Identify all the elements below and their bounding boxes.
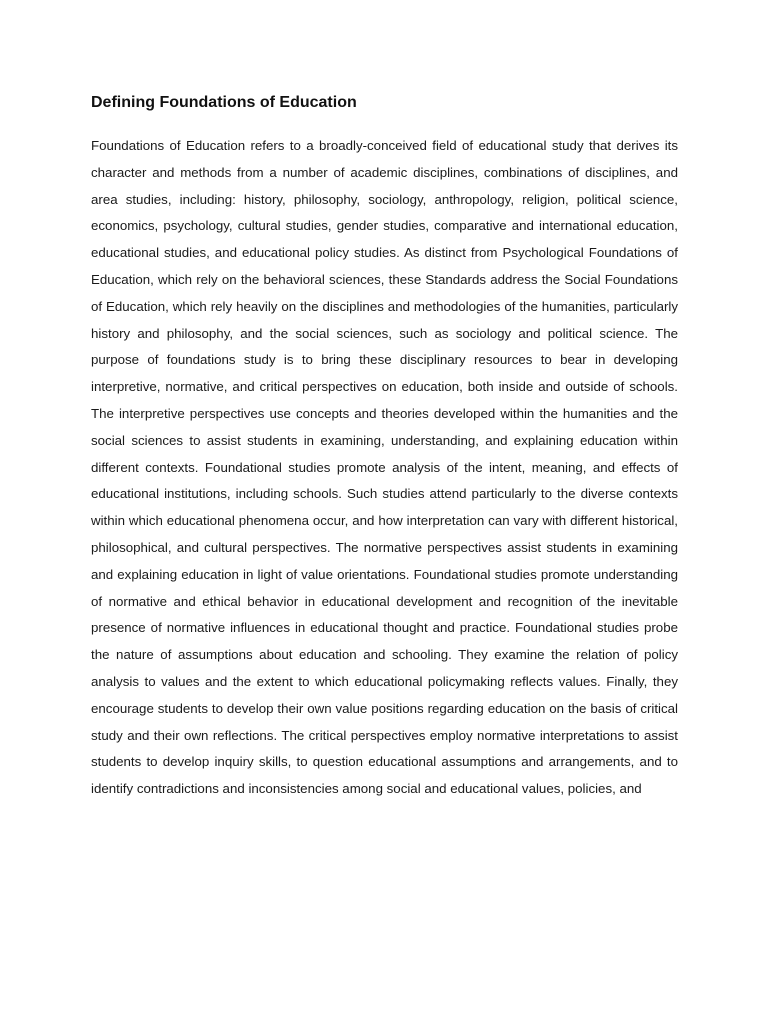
document-title: Defining Foundations of Education: [91, 94, 357, 111]
body-paragraph: Foundations of Education refers to a broadly-conceived field of educational study that derives its character and methods from a number of academic disciplines, combinations of disciplines, and area studies, including: history, philosophy, sociology, anthropology, religion, political science, economics, psychology, cultural studies, gender studies, comparative and international education, educational studies, and educational policy studies. As distinct from Psychological Foundations of Education, which rely on the behavioral sciences, these Standards address the Social Foundations of Education, which rely heavily on the disciplines and methodologies of the humanities, particularly history and philosophy, and the social sciences, such as sociology and political science. The purpose of foundations study is to bring these disciplinary resources to bear in developing interpretive, normative, and critical perspectives on education, both inside and outside of schools. The interpretive perspectives use concepts and theories developed within the humanities and the social sciences to assist students in examining, understanding, and explaining education within different contexts. Foundational studies promote analysis of the intent, meaning, and effects of educational institutions, including schools. Such studies attend particularly to the diverse contexts within which educational phenomena occur, and how interpretation can vary with different historical, philosophical, and cultural perspectives. The normative perspectives assist students in examining and explaining education in light of value orientations. Foundational studies promote understanding of normative and ethical behavior in educational development and recognition of the inevitable presence of normative influences in educational thought and practice. Foundational studies probe the nature of assumptions about education and schooling. They examine the relation of policy analysis to values and the extent to which educational policymaking reflects values. Finally, they encourage students to develop their own value positions regarding education on the basis of critical study and their own reflections. The critical perspectives employ normative interpretations to assist students to develop inquiry skills, to question educational assumptions and arrangements, and to identify contradictions and inconsistencies among social and educational values, policies, and: [91, 138, 678, 797]
